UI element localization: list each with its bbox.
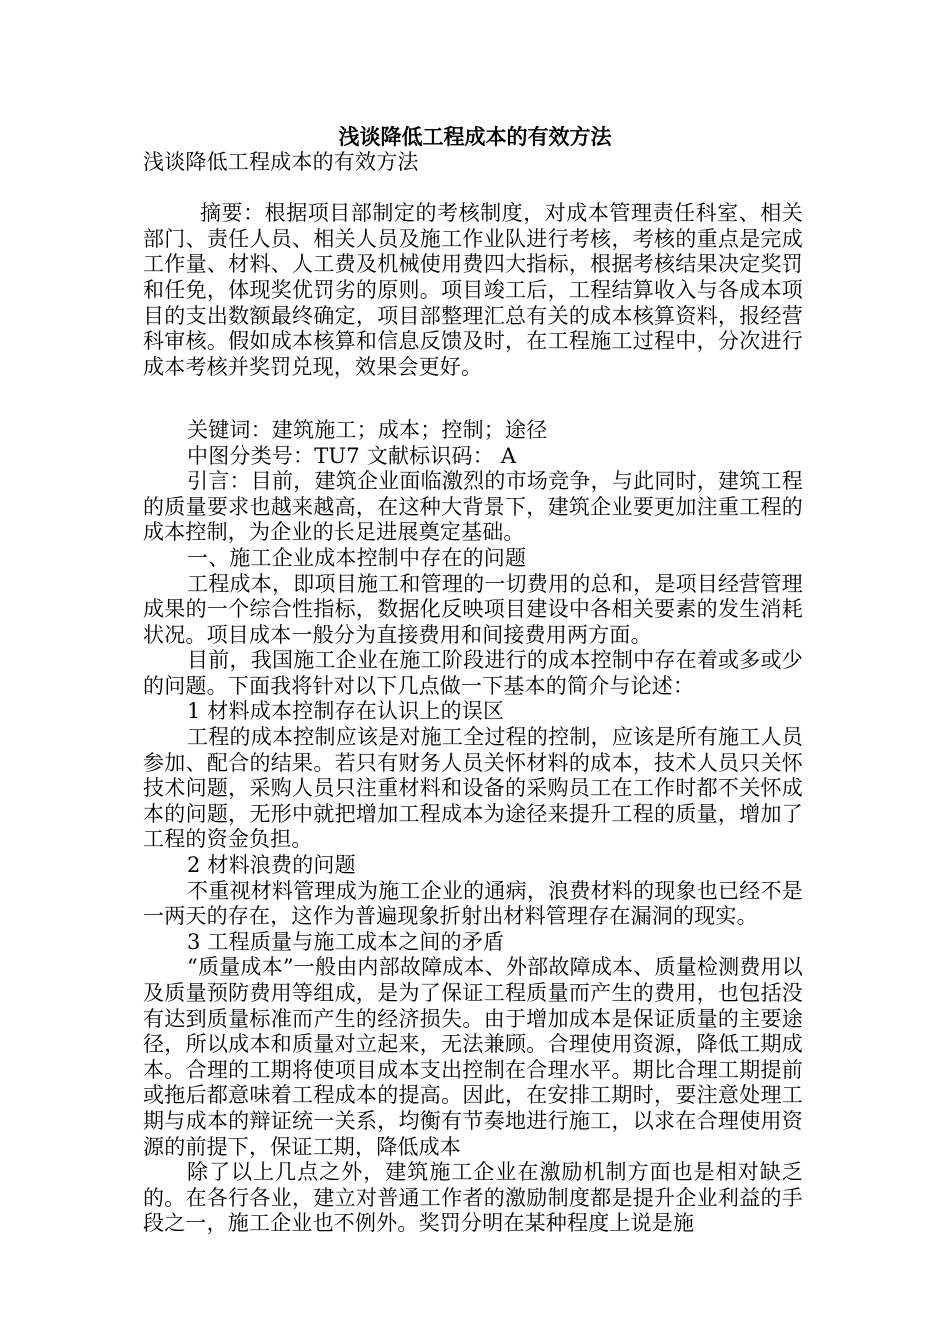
document-title: 浅谈降低工程成本的有效方法 [338, 124, 612, 149]
spacer [143, 380, 803, 406]
body-paragraph: 目前，我国施工企业在施工阶段进行的成本控制中存在着或多或少的问题。下面我将针对以下几点做一下基本的简介与论述： [143, 648, 803, 698]
classification-line: 中图分类号：TU7 文献标识码： A [187, 443, 517, 468]
keywords-line: 关键词：建筑施工；成本；控制；途径 [187, 417, 548, 442]
spacer [143, 406, 803, 418]
subsection-heading: 1 材料成本控制存在认识上的误区 [187, 699, 505, 724]
body-paragraph: 不重视材料管理成为施工企业的通病，浪费材料的现象也已经不是一两天的存在，这作为普遍现象折射出材料管理存在漏洞的现实。 [143, 878, 803, 929]
subsection-heading: 2 材料浪费的问题 [187, 853, 356, 878]
body-paragraph: 除了以上几点之外，建筑施工企业在激励机制方面也是相对缺乏的。在各行各业，建立对普通工作者的激励制度都是提升企业利益的手段之一，施工企业也不例外。奖罚分明在某种程度上说是施 [143, 1160, 803, 1236]
intro-paragraph: 引言：目前，建筑企业面临激烈的市场竞争，与此同时，建筑工程的质量要求也越来越高，在这种大背景下，建筑企业要更加注重工程的成本控制，为企业的长足进展奠定基础。 [143, 469, 803, 545]
section-heading: 一、施工企业成本控制中存在的问题 [187, 545, 527, 570]
body-paragraph: “质量成本”一般由内部故障成本、外部故障成本、质量检测费用以及质量预防费用等组成，是为了保证工程质量而产生的费用，也包括没有达到质量标准而产生的经济损失。由于增加成本是保证质量的主要途径，所以成本和质量对立起来，无法兼顾。合理使用资源，降低工期成本。合理的工期将使项目成本支出控制在合理水平。期比合理工期提前或拖后都意味着工程成本的提高。因此，在安排工期时，要注意处理工期与成本的辩证统一关系，均衡有节奏地进行施工，以求在合理使用资源的前提下，保证工期，降低成本 [143, 955, 803, 1159]
document-body [143, 150, 803, 1237]
spacer [143, 176, 803, 202]
abstract-paragraph: 摘要：根据项目部制定的考核制度，对成本管理责任科室、相关部门、责任人员、相关人员及施工作业队进行考核，考核的重点是完成工作量、材料、人工费及机械使用费四大指标，根据考核结果决定奖罚和任免，体现奖优罚劣的原则。项目竣工后，工程结算收入与各成本项目的支出数额最终确定，项目部整理汇总有关的成本核算资料，报经营科审核。假如成本核算和信息反馈及时，在工程施工过程中，分次进行成本考核并奖罚兑现，效果会更好。 [143, 201, 803, 379]
document-subtitle: 浅谈降低工程成本的有效方法 [143, 150, 419, 174]
subsection-heading: 3 工程质量与施工成本之间的矛盾 [187, 929, 505, 954]
body-paragraph: 工程的成本控制应该是对施工全过程的控制，应该是所有施工人员参加、配合的结果。若只有财务人员关怀材料的成本，技术人员只关怀技术问题，采购人员只注重材料和设备的采购员工在工作时都不关怀成本的问题，无形中就把增加工程成本为途径来提升工程的质量，增加了工程的资金负担。 [143, 725, 803, 852]
body-paragraph: 工程成本，即项目施工和管理的一切费用的总和，是项目经营管理成果的一个综合性指标，数据化反映项目建设中各相关要素的发生消耗状况。项目成本一般分为直接费用和间接费用两方面。 [143, 571, 803, 647]
